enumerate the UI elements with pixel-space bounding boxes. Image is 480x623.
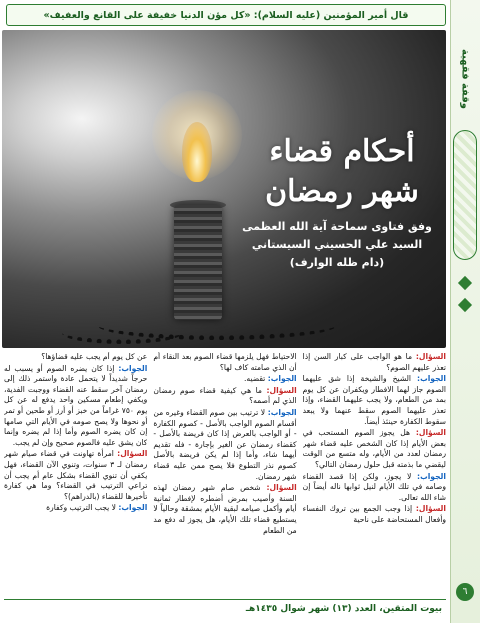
paragraph: الجواب: لا يجوز، ولكن إذا قصد القضاء وصامه في تلك الأيام لنيل ثوابها ناله أيضاً إن شاء الله تعالى.	[302, 471, 446, 502]
paragraph: السؤال: إذا وجب الجمع بين تروك النفساء وأفعال المستحاضة على ناحية	[302, 504, 446, 524]
footer-issue-label: بيوت المتقين، العدد (١٣) شهر شوال ١٤٣٥هـ	[245, 603, 442, 614]
text-column-2	[153, 352, 296, 592]
article-subtitle	[242, 218, 432, 272]
paragraph: الجواب: لا يجب الترتيب وكفارة	[46, 503, 148, 513]
title-line-2: شهر رمضان	[265, 174, 419, 209]
paragraph: الجواب: إذا كان يضره الصوم أو يسبب له حرجاً شديداً لا يتحمل عادة واستمر ذلك إلى رمضان آخر سقط عنه القضاء ووجبت الفدية، ويكفي إطعام مسكين واحد يدفع له عن كل يوم ٧٥٠ غراماً من خبز أو أرز أو طحين أو تمر أو نحوها ولا يصح صومه في الأيام التي صامها إن كان يضره الصوم وأما إذا لم يضره وإنما كان يشق عليه فالصوم صحيح وإن لم يجب.	[4, 363, 148, 447]
text-column-1	[303, 352, 446, 592]
paragraph: السؤال: هل يجوز الصوم المستحب في بعض الأيام إذا كان الشخص عليه قضاء شهر رمضان لعدد من الأيام، وله متسع من الوقت ليقضي ما بذمته قبل حلول رمضان التالي؟	[302, 428, 446, 469]
right-sidebar	[450, 0, 480, 623]
paragraph: عن كل يوم أم يجب عليه قضاؤها؟	[41, 352, 148, 361]
header-quote: قال أمير المؤمنين (عليه السلام): «كل مؤن الدنيا خفيفة على القانع والعفيف»	[43, 9, 409, 21]
page-footer	[4, 599, 446, 617]
paragraph: الجواب: لا ترتيب بين صوم القضاء وغيره من أقسام الصوم الواجب بالأصل - كصوم الكفارة - أو الواجب بالعرض إذا كان فريضة بالأصل - كقضاء رمضان عن الغير بإجارة - فله تقديم أيهما شاء، وأما إذا لم يكن فريضة بالأصل كصوم نذر التطوع فلا يصح ممن عليه قضاء شهر رمضان.	[153, 407, 297, 481]
paragraph: السؤال: امرأة تهاونت في قضاء صيام شهر رمضان لـ ٣ سنوات، وتنوي الآن القضاء، فهل يكفي أن تنوي القضاء بشكل عام أم يجب أن تراعي الترتيب في القضاء؟ وما هي كفارة تأخيرها للقضاء (بالدراهم)؟	[4, 449, 148, 501]
prayer-beads-icon	[62, 322, 182, 344]
paragraph: السؤال: ما هي كيفية قضاء صوم رمضان الذي لم أصمه؟	[153, 385, 297, 406]
header-quote-bar	[6, 4, 446, 26]
text-column-3	[4, 352, 147, 592]
paragraph: الجواب: الشيخ والشيخة إذا شق عليهما الصوم جاز لهما الافطار ويكفران عن كل يوم بمد من الطعام، ولا يجب عليهما القضاء، وإذا تعذر عليهما الصوم سقط عنهما ولا يبعد سقوط الكفارة حينئذ أيضاً.	[302, 374, 446, 426]
article-columns	[4, 352, 446, 592]
section-label: وقفة فقهية	[459, 49, 471, 109]
subtitle-line-1: وفق فتاوى سماحة آية الله العظمى	[242, 220, 432, 233]
hero-image	[2, 30, 446, 348]
paragraph: السؤال: شخص صام شهر رمضان لهذه السنة وأصيب بمرض أضطره لإفطار ثمانية أيام وأكمل صيامه لبقية الأيام بمشقة وحالياً لا يستطيع قضاء تلك الأيام، هل يجوز له دفع مد من الطعام	[153, 483, 297, 535]
title-line-1: أحكام قضاء	[269, 134, 415, 169]
paragraph: السؤال: ما هو الواجب على كبار السن إذا تعذر عليهم الصوم؟	[302, 352, 446, 372]
flame-icon	[182, 122, 212, 182]
paragraph: الجواب: تقضيه.	[243, 374, 297, 384]
sidebar-ornament-icon	[453, 130, 477, 260]
diamond-icon	[458, 276, 472, 290]
page-number-badge: ٦	[456, 583, 474, 601]
candle-icon	[174, 205, 222, 320]
paragraph: الاحتياط فهل يلزمها قضاء الصوم بعد النقاء أم أن الذي صامته كاف لها؟	[153, 352, 297, 372]
diamond-icon	[458, 298, 472, 312]
subtitle-line-2: السيد علي الحسيني السيستاني (دام ظله الوارف)	[251, 238, 423, 269]
article-title	[252, 132, 432, 212]
